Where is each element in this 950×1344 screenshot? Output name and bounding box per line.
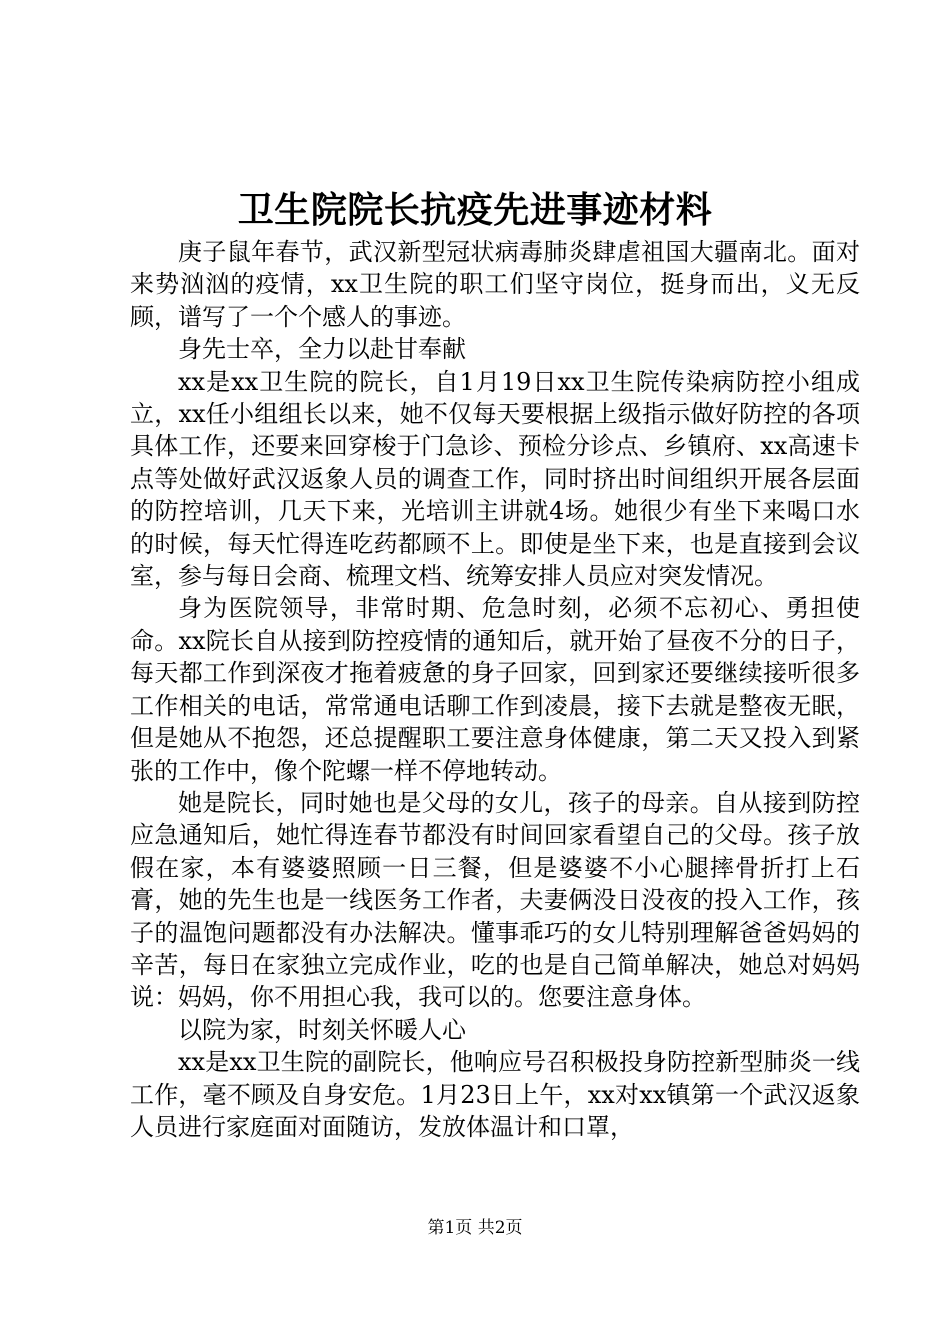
paragraph-6: xx是xx卫生院的副院长，他响应号召积极投身防控新型肺炎一线工作，毫不顾及自身安危。1月23日上午，xx对xx镇第一个武汉返象人员进行家庭面对面随访，发放体温计和口罩， (130, 1048, 860, 1141)
document-body (130, 236, 860, 1143)
section-heading-2: 以院为家，时刻关怀暖人心 (178, 1015, 466, 1044)
section-heading-1: 身先士卒，全力以赴甘奉献 (178, 335, 466, 364)
paragraph-intro: 庚子鼠年春节，武汉新型冠状病毒肺炎肆虐祖国大疆南北。面对来势汹汹的疫情，xx卫生院的职工们坚守岗位，挺身而出，义无反顾，谱写了一个个感人的事迹。 (130, 238, 860, 331)
paragraph-3: 身为医院领导，非常时期、危急时刻，必须不忘初心、勇担使命。xx院长自从接到防控疫情的通知后，就开始了昼夜不分的日子，每天都工作到深夜才拖着疲惫的身子回家，回到家还要继续接听很多工作相关的电话，常常通电话聊工作到凌晨，接下去就是整夜无眠，但是她从不抱怨，还总提醒职工要注意身体健康，第二天又投入到紧张的工作中，像个陀螺一样不停地转动。 (130, 594, 860, 785)
page-footer: 第1页 共2页 (427, 1218, 523, 1238)
paragraph-4: 她是院长，同时她也是父母的女儿，孩子的母亲。自从接到防控应急通知后，她忙得连春节都没有时间回家看望自己的父母。孩子放假在家，本有婆婆照顾一日三餐，但是婆婆不小心腿摔骨折打上石膏，她的先生也是一线医务工作者，夫妻俩没日没夜的投入工作，孩子的温饱问题都没有办法解决。懂事乖巧的女儿特别理解爸爸妈妈的辛苦，每日在家独立完成作业，吃的也是自己简单解决，她总对妈妈说：妈妈，你不用担心我，我可以的。您要注意身体。 (130, 788, 860, 1012)
page-title: 卫生院院长抗疫先进事迹材料 (237, 189, 713, 231)
paragraph-2: xx是xx卫生院的院长，自1月19日xx卫生院传染病防控小组成立，xx任小组组长以来，她不仅每天要根据上级指示做好防控的各项具体工作，还要来回穿梭于门急诊、预检分诊点、乡镇府、xx高速卡点等处做好武汉返象人员的调查工作，同时挤出时间组织开展各层面的防控培训，几天下来，光培训主讲就4场。她很少有坐下来喝口水的时候，每天忙得连吃药都顾不上。即使是坐下来，也是直接到会议室，参与每日会商、梳理文档、统筹安排人员应对突发情况。 (130, 367, 860, 591)
